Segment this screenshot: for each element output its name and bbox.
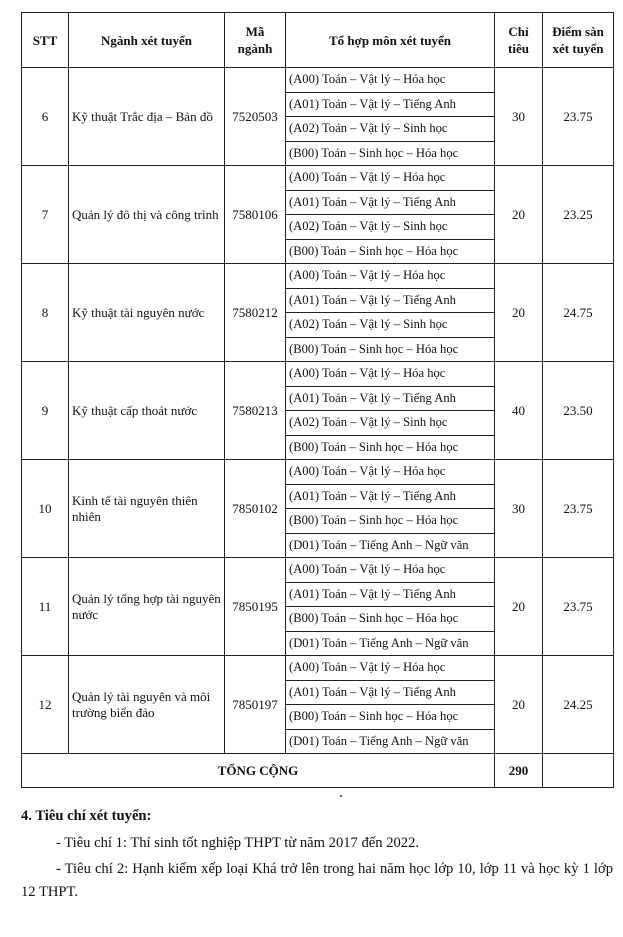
cell-combo: (A01) Toán – Vật lý – Tiếng Anh bbox=[286, 386, 495, 411]
cell-major: Kỹ thuật Trắc địa – Bản đồ bbox=[69, 68, 225, 166]
cell-score: 23.25 bbox=[543, 166, 614, 264]
cell-quota: 30 bbox=[495, 460, 543, 558]
table-row bbox=[22, 656, 614, 681]
cell-major: Kinh tế tài nguyên thiên nhiên bbox=[69, 460, 225, 558]
cell-code: 7850102 bbox=[225, 460, 286, 558]
table-row bbox=[22, 264, 614, 289]
table-row bbox=[22, 460, 614, 485]
cell-combo: (A01) Toán – Vật lý – Tiếng Anh bbox=[286, 484, 495, 509]
cell-combo: (B00) Toán – Sinh học – Hóa học bbox=[286, 509, 495, 534]
cell-code: 7580213 bbox=[225, 362, 286, 460]
cell-score: 23.75 bbox=[543, 68, 614, 166]
header-quota: Chỉ tiêu bbox=[495, 13, 543, 68]
cell-quota: 20 bbox=[495, 166, 543, 264]
cell-combo: (D01) Toán – Tiếng Anh – Ngữ văn bbox=[286, 729, 495, 754]
cell-stt: 8 bbox=[22, 264, 69, 362]
cell-score: 24.25 bbox=[543, 656, 614, 754]
cell-combo: (A00) Toán – Vật lý – Hóa học bbox=[286, 264, 495, 289]
cell-combo: (D01) Toán – Tiếng Anh – Ngữ văn bbox=[286, 631, 495, 656]
cell-combo: (A02) Toán – Vật lý – Sinh học bbox=[286, 215, 495, 240]
cell-score: 24.75 bbox=[543, 264, 614, 362]
criteria-section bbox=[21, 805, 613, 907]
table-row bbox=[22, 68, 614, 93]
cell-combo: (B00) Toán – Sinh học – Hóa học bbox=[286, 705, 495, 730]
cell-stt: 10 bbox=[22, 460, 69, 558]
cell-score: 23.50 bbox=[543, 362, 614, 460]
table-body bbox=[22, 68, 614, 754]
cell-combo: (B00) Toán – Sinh học – Hóa học bbox=[286, 435, 495, 460]
cell-code: 7580106 bbox=[225, 166, 286, 264]
cell-stt: 12 bbox=[22, 656, 69, 754]
cell-code: 7520503 bbox=[225, 68, 286, 166]
cell-combo: (A00) Toán – Vật lý – Hóa học bbox=[286, 656, 495, 681]
cell-combo: (A01) Toán – Vật lý – Tiếng Anh bbox=[286, 680, 495, 705]
cell-combo: (B00) Toán – Sinh học – Hóa học bbox=[286, 337, 495, 362]
cell-quota: 30 bbox=[495, 68, 543, 166]
cell-combo: (A01) Toán – Vật lý – Tiếng Anh bbox=[286, 582, 495, 607]
header-code: Mã ngành bbox=[225, 13, 286, 68]
cell-stt: 6 bbox=[22, 68, 69, 166]
header-major: Ngành xét tuyển bbox=[69, 13, 225, 68]
total-label: TỔNG CỘNG bbox=[22, 754, 495, 788]
header-combos: Tổ hợp môn xét tuyển bbox=[286, 13, 495, 68]
criteria-item-1: - Tiêu chí 1: Thí sinh tốt nghiệp THPT từ năm 2017 đến 2022. bbox=[56, 835, 420, 851]
cell-combo: (A00) Toán – Vật lý – Hóa học bbox=[286, 558, 495, 583]
cell-major: Quản lý tài nguyên và môi trường biển đảo bbox=[69, 656, 225, 754]
header-stt: STT bbox=[22, 13, 69, 68]
total-quota: 290 bbox=[495, 754, 543, 788]
cell-quota: 20 bbox=[495, 558, 543, 656]
cell-combo: (A01) Toán – Vật lý – Tiếng Anh bbox=[286, 190, 495, 215]
cell-major: Quản lý tổng hợp tài nguyên nước bbox=[69, 558, 225, 656]
cell-quota: 40 bbox=[495, 362, 543, 460]
cell-combo: (B00) Toán – Sinh học – Hóa học bbox=[286, 141, 495, 166]
cell-combo: (A01) Toán – Vật lý – Tiếng Anh bbox=[286, 92, 495, 117]
table-header-row bbox=[22, 13, 614, 68]
cell-quota: 20 bbox=[495, 264, 543, 362]
cell-combo: (A00) Toán – Vật lý – Hóa học bbox=[286, 68, 495, 93]
cell-combo: (A02) Toán – Vật lý – Sinh học bbox=[286, 411, 495, 436]
cell-major: Kỹ thuật cấp thoát nước bbox=[69, 362, 225, 460]
cell-combo: (A00) Toán – Vật lý – Hóa học bbox=[286, 166, 495, 191]
cell-combo: (B00) Toán – Sinh học – Hóa học bbox=[286, 607, 495, 632]
cell-combo: (A02) Toán – Vật lý – Sinh học bbox=[286, 313, 495, 338]
cell-score: 23.75 bbox=[543, 460, 614, 558]
cell-combo: (D01) Toán – Tiếng Anh – Ngữ văn bbox=[286, 533, 495, 558]
cell-combo: (B00) Toán – Sinh học – Hóa học bbox=[286, 239, 495, 264]
scan-speck bbox=[340, 795, 342, 797]
cell-combo: (A00) Toán – Vật lý – Hóa học bbox=[286, 362, 495, 387]
header-score: Điểm sàn xét tuyển bbox=[543, 13, 614, 68]
cell-combo: (A02) Toán – Vật lý – Sinh học bbox=[286, 117, 495, 142]
criteria-heading: 4. Tiêu chí xét tuyển: bbox=[21, 808, 152, 824]
cell-code: 7580212 bbox=[225, 264, 286, 362]
cell-combo: (A01) Toán – Vật lý – Tiếng Anh bbox=[286, 288, 495, 313]
cell-major: Kỹ thuật tài nguyên nước bbox=[69, 264, 225, 362]
cell-quota: 20 bbox=[495, 656, 543, 754]
cell-code: 7850195 bbox=[225, 558, 286, 656]
cell-major: Quản lý đô thị và công trình bbox=[69, 166, 225, 264]
table-row bbox=[22, 558, 614, 583]
cell-combo: (A00) Toán – Vật lý – Hóa học bbox=[286, 460, 495, 485]
cell-stt: 11 bbox=[22, 558, 69, 656]
cell-code: 7850197 bbox=[225, 656, 286, 754]
table-row bbox=[22, 362, 614, 387]
cell-score: 23.75 bbox=[543, 558, 614, 656]
total-row bbox=[22, 754, 614, 788]
total-score-empty bbox=[543, 754, 614, 788]
admission-table bbox=[21, 12, 614, 788]
cell-stt: 9 bbox=[22, 362, 69, 460]
cell-stt: 7 bbox=[22, 166, 69, 264]
table-row bbox=[22, 166, 614, 191]
criteria-item-2: - Tiêu chí 2: Hạnh kiểm xếp loại Khá trở lên trong hai năm học lớp 10, lớp 11 và học kỳ 1 lớp 12 THPT. bbox=[21, 861, 613, 900]
